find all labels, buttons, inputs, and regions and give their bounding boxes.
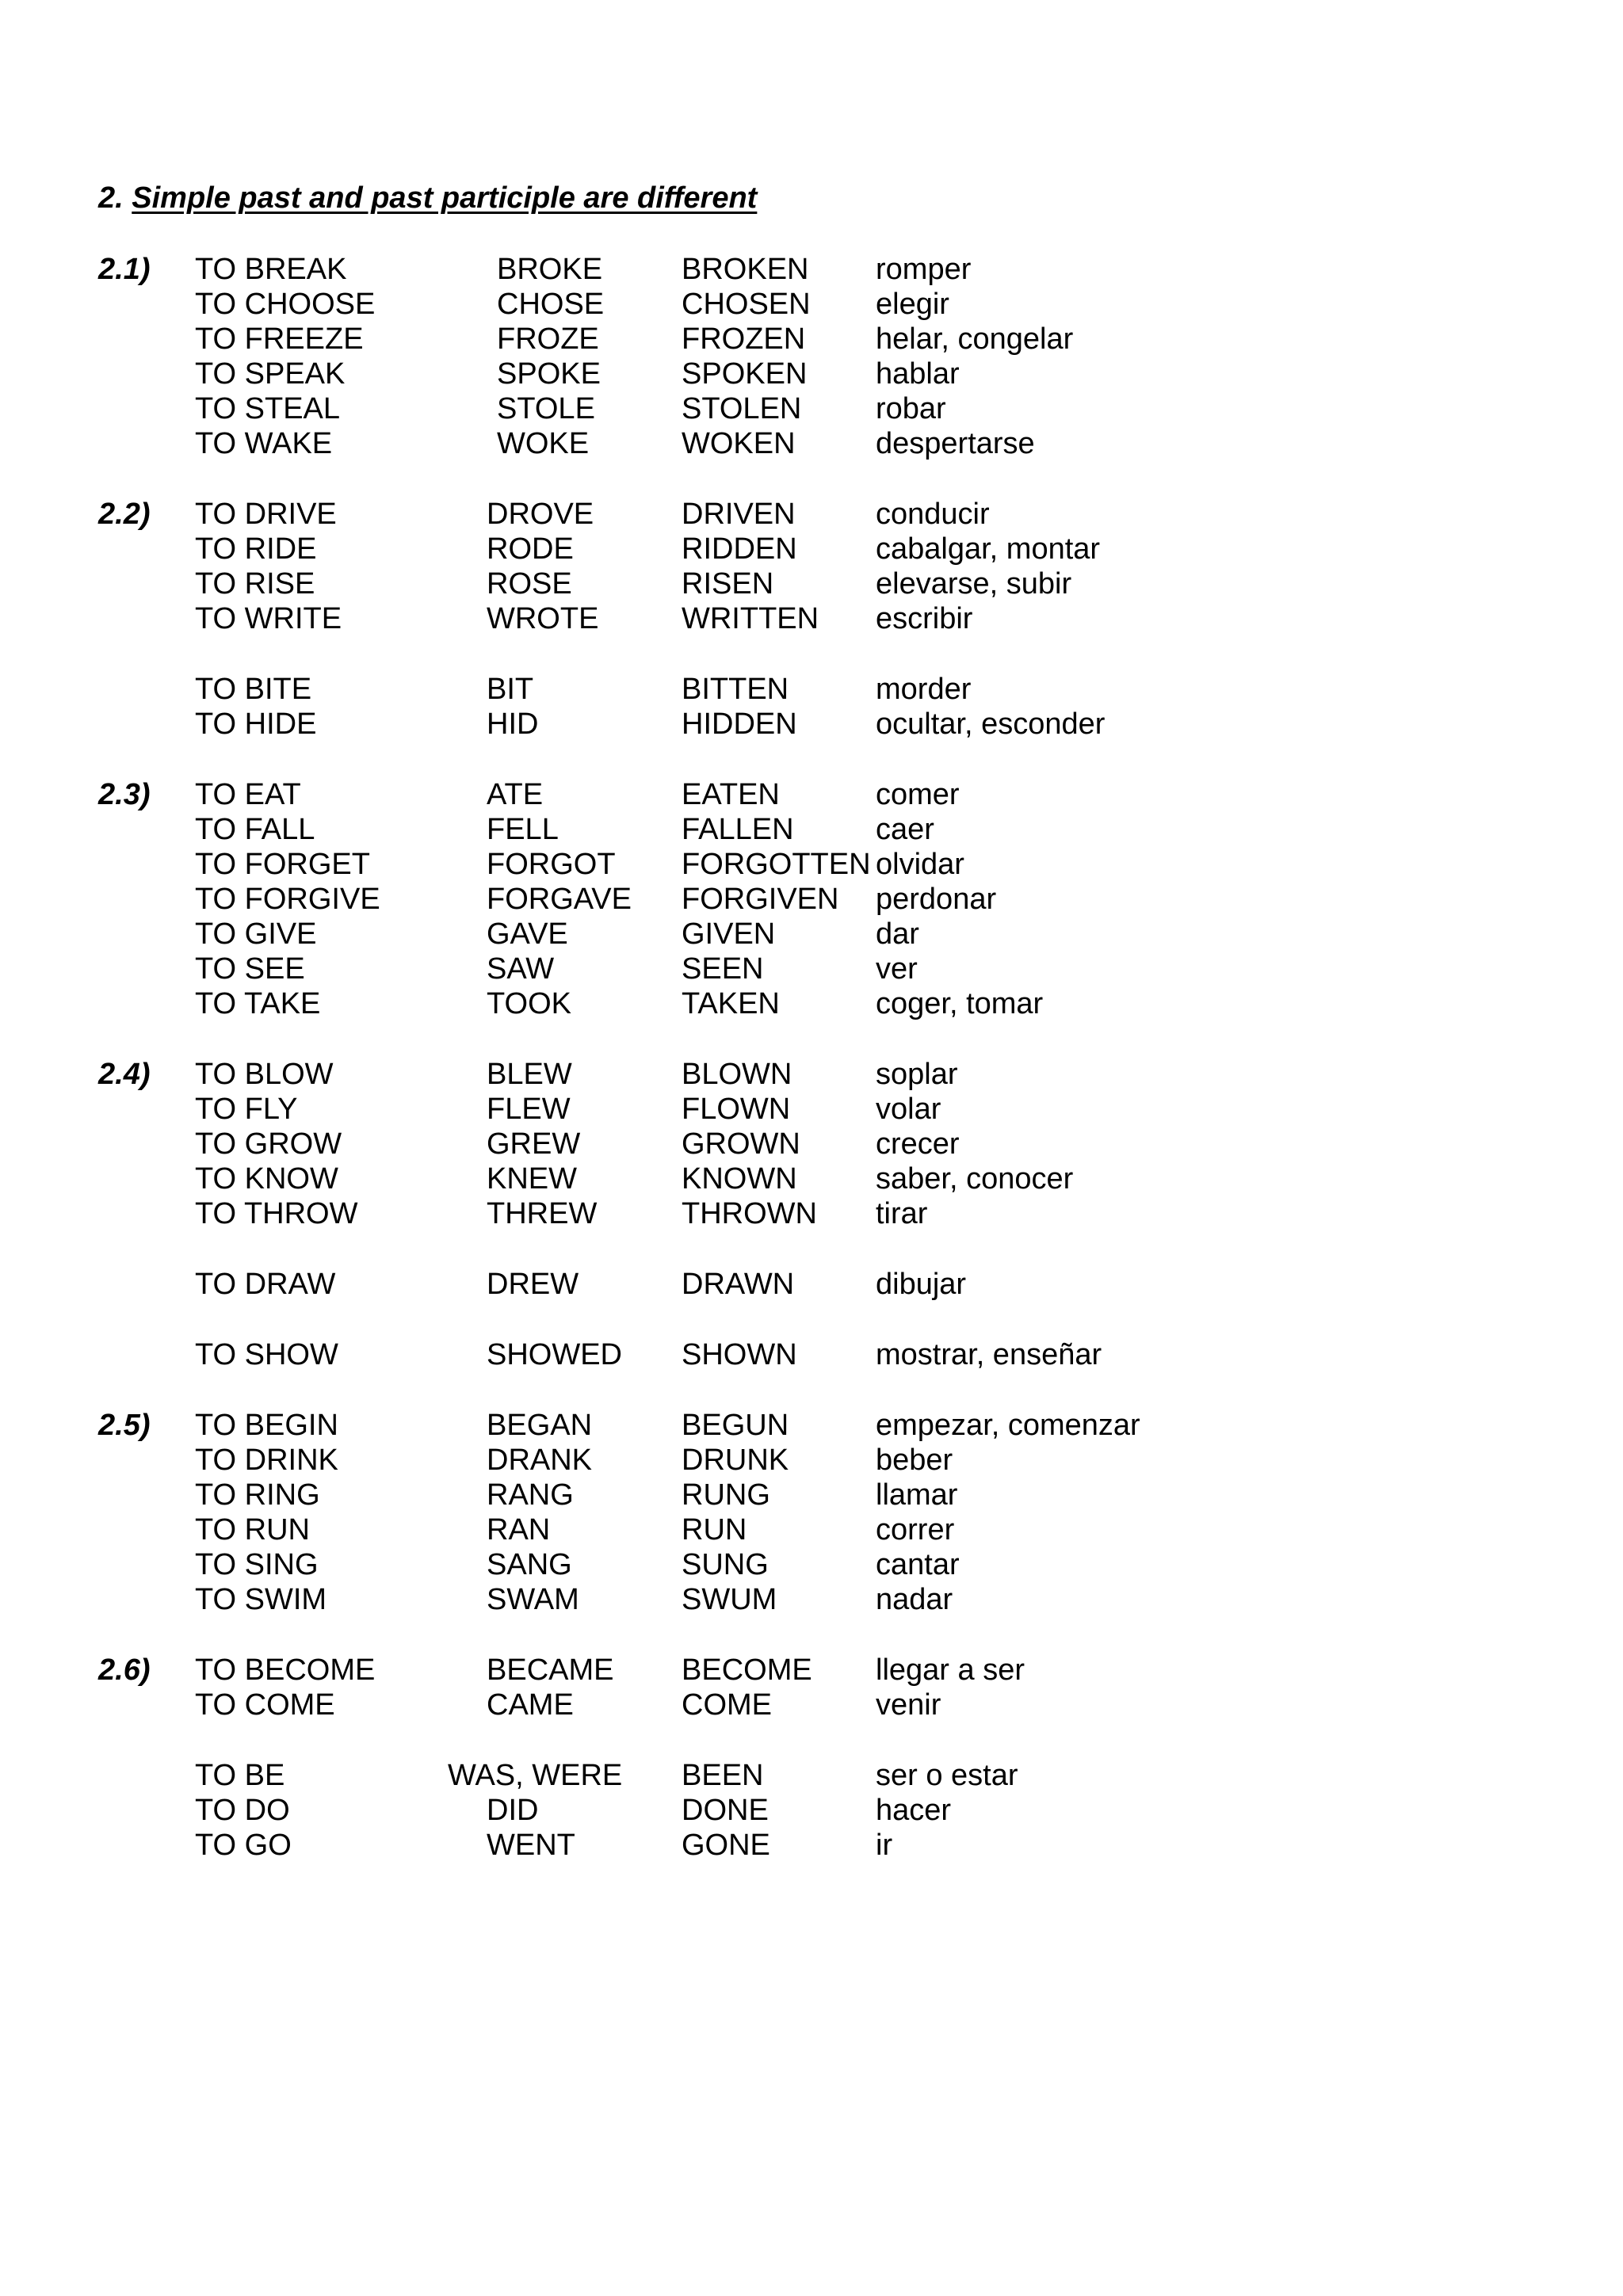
infinitive-cell: TO SHOW <box>195 1338 338 1371</box>
section-label: 2.5) <box>98 1409 151 1442</box>
past-participle-cell: DRUNK <box>682 1444 789 1477</box>
past-simple-cell: WOKE <box>497 427 590 460</box>
verb-row <box>0 357 1623 391</box>
translation-cell: coger, tomar <box>876 987 1044 1020</box>
past-simple-cell: FELL <box>487 813 559 846</box>
past-participle-cell: BITTEN <box>682 673 789 706</box>
infinitive-cell: TO WRITE <box>195 602 342 635</box>
past-participle-cell: RIDDEN <box>682 532 797 566</box>
past-simple-cell: TOOK <box>487 987 571 1020</box>
verb-row <box>0 986 1623 1021</box>
infinitive-cell: TO GIVE <box>195 917 317 951</box>
translation-cell: robar <box>876 392 946 425</box>
past-participle-cell: SWUM <box>682 1583 777 1616</box>
infinitive-cell: TO CHOOSE <box>195 288 376 321</box>
infinitive-cell: TO BEGIN <box>195 1409 338 1442</box>
verb-row <box>0 566 1623 601</box>
section-label: 2.3) <box>98 778 151 811</box>
translation-cell: beber <box>876 1444 953 1477</box>
infinitive-cell: TO DRINK <box>195 1444 338 1477</box>
verb-row <box>0 252 1623 287</box>
verb-row <box>0 882 1623 917</box>
translation-cell: hablar <box>876 357 960 391</box>
infinitive-cell: TO EAT <box>195 778 301 811</box>
past-simple-cell: RAN <box>487 1513 551 1547</box>
translation-cell: tirar <box>876 1197 928 1230</box>
verb-row <box>0 1828 1623 1863</box>
verb-row <box>0 1653 1623 1688</box>
verb-row <box>0 1196 1623 1231</box>
translation-cell: comer <box>876 778 960 811</box>
infinitive-cell: TO DRIVE <box>195 498 337 531</box>
past-simple-cell: BECAME <box>487 1653 614 1687</box>
translation-cell: dibujar <box>876 1268 967 1301</box>
past-participle-cell: DRIVEN <box>682 498 796 531</box>
translation-cell: conducir <box>876 498 990 531</box>
verb-row <box>0 1092 1623 1127</box>
verb-row <box>0 1688 1623 1722</box>
past-simple-cell: FROZE <box>497 322 599 356</box>
past-simple-cell: WAS, WERE <box>448 1759 623 1792</box>
infinitive-cell: TO THROW <box>195 1197 358 1230</box>
translation-cell: morder <box>876 673 972 706</box>
verb-row <box>0 1127 1623 1161</box>
infinitive-cell: TO KNOW <box>195 1162 338 1196</box>
verb-row <box>0 812 1623 847</box>
past-simple-cell: DRANK <box>487 1444 593 1477</box>
infinitive-cell: TO GO <box>195 1829 292 1862</box>
past-simple-cell: FORGOT <box>487 848 616 881</box>
section-label: 2.6) <box>98 1653 151 1687</box>
past-participle-cell: SHOWN <box>682 1338 797 1371</box>
past-simple-cell: RANG <box>487 1478 574 1512</box>
translation-cell: hacer <box>876 1794 952 1827</box>
past-participle-cell: SEEN <box>682 952 764 986</box>
infinitive-cell: TO SEE <box>195 952 305 986</box>
infinitive-cell: TO RUN <box>195 1513 310 1547</box>
verb-row <box>0 1758 1623 1793</box>
past-simple-cell: KNEW <box>487 1162 577 1196</box>
infinitive-cell: TO BECOME <box>195 1653 376 1687</box>
translation-cell: elevarse, subir <box>876 567 1072 601</box>
past-participle-cell: BROKEN <box>682 253 809 286</box>
past-participle-cell: STOLEN <box>682 392 802 425</box>
past-simple-cell: FLEW <box>487 1093 571 1126</box>
past-participle-cell: FLOWN <box>682 1093 791 1126</box>
infinitive-cell: TO RISE <box>195 567 315 601</box>
past-participle-cell: THROWN <box>682 1197 817 1230</box>
title-number: 2. <box>98 181 124 215</box>
translation-cell: mostrar, enseñar <box>876 1338 1102 1371</box>
translation-cell: ir <box>876 1829 893 1862</box>
infinitive-cell: TO BE <box>195 1759 285 1792</box>
verb-row <box>0 497 1623 532</box>
verb-row <box>0 1478 1623 1512</box>
section-label: 2.1) <box>98 253 151 286</box>
verb-row <box>0 1161 1623 1196</box>
section-label: 2.2) <box>98 498 151 531</box>
infinitive-cell: TO FALL <box>195 813 315 846</box>
verb-row <box>0 1512 1623 1547</box>
infinitive-cell: TO FLY <box>195 1093 298 1126</box>
past-participle-cell: WOKEN <box>682 427 796 460</box>
translation-cell: ocultar, esconder <box>876 707 1106 741</box>
translation-cell: correr <box>876 1513 955 1547</box>
verb-row <box>0 391 1623 426</box>
translation-cell: empezar, comenzar <box>876 1409 1140 1442</box>
past-participle-cell: FORGIVEN <box>682 883 839 916</box>
section-label: 2.4) <box>98 1058 151 1091</box>
past-simple-cell: STOLE <box>497 392 595 425</box>
infinitive-cell: TO GROW <box>195 1127 342 1161</box>
translation-cell: nadar <box>876 1583 953 1616</box>
past-simple-cell: SWAM <box>487 1583 579 1616</box>
infinitive-cell: TO RIDE <box>195 532 317 566</box>
past-participle-cell: GROWN <box>682 1127 800 1161</box>
past-participle-cell: BLOWN <box>682 1058 792 1091</box>
past-simple-cell: DID <box>487 1794 539 1827</box>
infinitive-cell: TO FREEZE <box>195 322 364 356</box>
verb-row <box>0 1337 1623 1372</box>
past-simple-cell: RODE <box>487 532 574 566</box>
past-participle-cell: SUNG <box>682 1548 769 1581</box>
infinitive-cell: TO WAKE <box>195 427 333 460</box>
infinitive-cell: TO FORGIVE <box>195 883 380 916</box>
past-simple-cell: CHOSE <box>497 288 605 321</box>
translation-cell: ver <box>876 952 918 986</box>
past-participle-cell: DONE <box>682 1794 769 1827</box>
translation-cell: helar, congelar <box>876 322 1074 356</box>
past-simple-cell: BIT <box>487 673 534 706</box>
infinitive-cell: TO DO <box>195 1794 290 1827</box>
past-participle-cell: SPOKEN <box>682 357 808 391</box>
past-simple-cell: WENT <box>487 1829 575 1862</box>
past-simple-cell: ROSE <box>487 567 572 601</box>
translation-cell: ser o estar <box>876 1759 1018 1792</box>
title-text: Simple past and past participle are different <box>132 181 758 215</box>
past-simple-cell: THREW <box>487 1197 598 1230</box>
infinitive-cell: TO TAKE <box>195 987 321 1020</box>
past-participle-cell: RUN <box>682 1513 747 1547</box>
past-simple-cell: GAVE <box>487 917 568 951</box>
infinitive-cell: TO DRAW <box>195 1268 336 1301</box>
verb-row <box>0 1793 1623 1828</box>
verb-row <box>0 322 1623 357</box>
infinitive-cell: TO SING <box>195 1548 319 1581</box>
verb-row <box>0 707 1623 742</box>
infinitive-cell: TO BLOW <box>195 1058 334 1091</box>
translation-cell: saber, conocer <box>876 1162 1074 1196</box>
verb-row <box>0 601 1623 636</box>
verb-row <box>0 1547 1623 1582</box>
verb-row <box>0 426 1623 461</box>
verb-row <box>0 532 1623 566</box>
infinitive-cell: TO COME <box>195 1688 335 1722</box>
verb-row <box>0 287 1623 322</box>
verb-row <box>0 1057 1623 1092</box>
infinitive-cell: TO SWIM <box>195 1583 327 1616</box>
past-simple-cell: WROTE <box>487 602 599 635</box>
past-participle-cell: EATEN <box>682 778 780 811</box>
verb-row <box>0 917 1623 952</box>
verb-row <box>0 1267 1623 1302</box>
past-participle-cell: GIVEN <box>682 917 776 951</box>
past-participle-cell: FORGOTTEN <box>682 848 871 881</box>
past-participle-cell: KNOWN <box>682 1162 797 1196</box>
past-participle-cell: BEGUN <box>682 1409 789 1442</box>
past-participle-cell: CHOSEN <box>682 288 811 321</box>
past-simple-cell: FORGAVE <box>487 883 632 916</box>
past-simple-cell: DROVE <box>487 498 594 531</box>
past-participle-cell: BECOME <box>682 1653 812 1687</box>
translation-cell: caer <box>876 813 934 846</box>
past-simple-cell: BEGAN <box>487 1409 593 1442</box>
past-participle-cell: RISEN <box>682 567 774 601</box>
past-participle-cell: TAKEN <box>682 987 780 1020</box>
past-simple-cell: SPOKE <box>497 357 601 391</box>
translation-cell: perdonar <box>876 883 997 916</box>
translation-cell: venir <box>876 1688 941 1722</box>
past-participle-cell: BEEN <box>682 1759 764 1792</box>
past-simple-cell: HID <box>487 707 539 741</box>
infinitive-cell: TO HIDE <box>195 707 317 741</box>
translation-cell: volar <box>876 1093 941 1126</box>
past-simple-cell: GREW <box>487 1127 581 1161</box>
past-participle-cell: FROZEN <box>682 322 806 356</box>
past-simple-cell: BLEW <box>487 1058 572 1091</box>
infinitive-cell: TO RING <box>195 1478 320 1512</box>
verb-row <box>0 1582 1623 1617</box>
infinitive-cell: TO STEAL <box>195 392 341 425</box>
past-participle-cell: GONE <box>682 1829 770 1862</box>
past-participle-cell: FALLEN <box>682 813 794 846</box>
verb-row <box>0 672 1623 707</box>
past-participle-cell: HIDDEN <box>682 707 797 741</box>
past-simple-cell: BROKE <box>497 253 603 286</box>
past-simple-cell: DREW <box>487 1268 579 1301</box>
past-simple-cell: SAW <box>487 952 555 986</box>
translation-cell: elegir <box>876 288 949 321</box>
translation-cell: cabalgar, montar <box>876 532 1101 566</box>
infinitive-cell: TO FORGET <box>195 848 370 881</box>
infinitive-cell: TO BITE <box>195 673 312 706</box>
translation-cell: romper <box>876 253 972 286</box>
past-simple-cell: SANG <box>487 1548 572 1581</box>
translation-cell: cantar <box>876 1548 960 1581</box>
past-simple-cell: ATE <box>487 778 544 811</box>
translation-cell: soplar <box>876 1058 958 1091</box>
verb-row <box>0 952 1623 986</box>
translation-cell: llamar <box>876 1478 958 1512</box>
infinitive-cell: TO BREAK <box>195 253 347 286</box>
past-participle-cell: DRAWN <box>682 1268 795 1301</box>
past-participle-cell: WRITTEN <box>682 602 819 635</box>
past-simple-cell: CAME <box>487 1688 574 1722</box>
translation-cell: escribir <box>876 602 973 635</box>
past-participle-cell: RUNG <box>682 1478 770 1512</box>
infinitive-cell: TO SPEAK <box>195 357 346 391</box>
translation-cell: olvidar <box>876 848 964 881</box>
translation-cell: crecer <box>876 1127 960 1161</box>
past-participle-cell: COME <box>682 1688 772 1722</box>
translation-cell: despertarse <box>876 427 1035 460</box>
verb-row <box>0 847 1623 882</box>
verb-row <box>0 1408 1623 1443</box>
verb-row <box>0 777 1623 812</box>
translation-cell: llegar a ser <box>876 1653 1025 1687</box>
past-simple-cell: SHOWED <box>487 1338 622 1371</box>
translation-cell: dar <box>876 917 919 951</box>
verb-row <box>0 1443 1623 1478</box>
